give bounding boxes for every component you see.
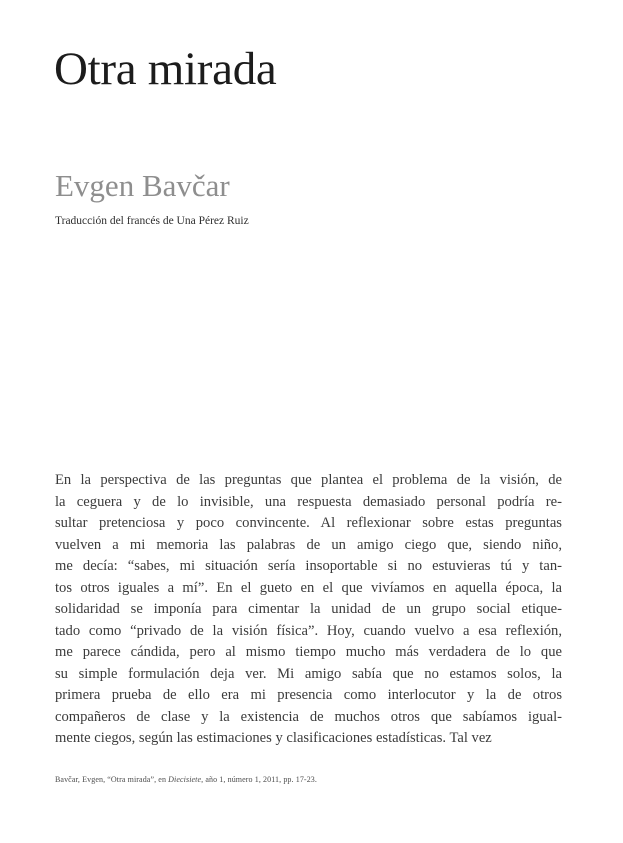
body-text-line: tos otros iguales a mí”. En el gueto en el que vivíamos en aquella época, la [55,579,562,596]
body-text-line: me decía: “sabes, mi situación sería insoportable si no estuvieras tú y tan- [55,558,562,574]
author-name: Evgen Bavčar [55,168,230,203]
body-text-line: compañeros de clase y la existencia de muchos otros que sabíamos igual- [55,708,562,725]
body-text-line: me parece cándida, pero al mismo tiempo mucho más verdadera de lo que [55,644,562,660]
body-text-line: En la perspectiva de las preguntas que plantea el problema de la visión, de [55,472,562,488]
footnote-journal-title: Diecisiete [168,775,202,784]
body-text-line: vuelven a mi memoria las palabras de un amigo ciego que, siendo niño, [55,536,562,553]
body-text-line: mente ciegos, según las estimaciones y clasificaciones estadísticas. Tal vez [55,730,492,746]
body-text-line: su simple formulación deja ver. Mi amigo sabía que no estamos solos, la [55,665,562,682]
body-paragraph [55,470,562,750]
footnote-citation [55,775,317,785]
article-title: Otra mirada [54,43,277,95]
body-text-line: la ceguera y de lo invisible, una respuesta demasiado personal podría re- [55,493,562,510]
footnote-text-pre: Bavčar, Evgen, “Otra mirada”, en [55,775,169,784]
body-text-line: primera prueba de ello era mi presencia como interlocutor y la de otros [55,687,562,703]
body-text-line: solidaridad se imponía para cimentar la unidad de un grupo social etique- [55,601,562,617]
body-text-line: sultar pretenciosa y poco convincente. Al reflexionar sobre estas preguntas [55,515,562,531]
translation-credit: Traducción del francés de Una Pérez Ruiz [55,215,249,227]
footnote-text-post: , año 1, número 1, 2011, pp. 17-23. [201,775,317,784]
body-text-line: tado como “privado de la visión física”. Hoy, cuando vuelvo a esa reflexión, [55,622,562,639]
